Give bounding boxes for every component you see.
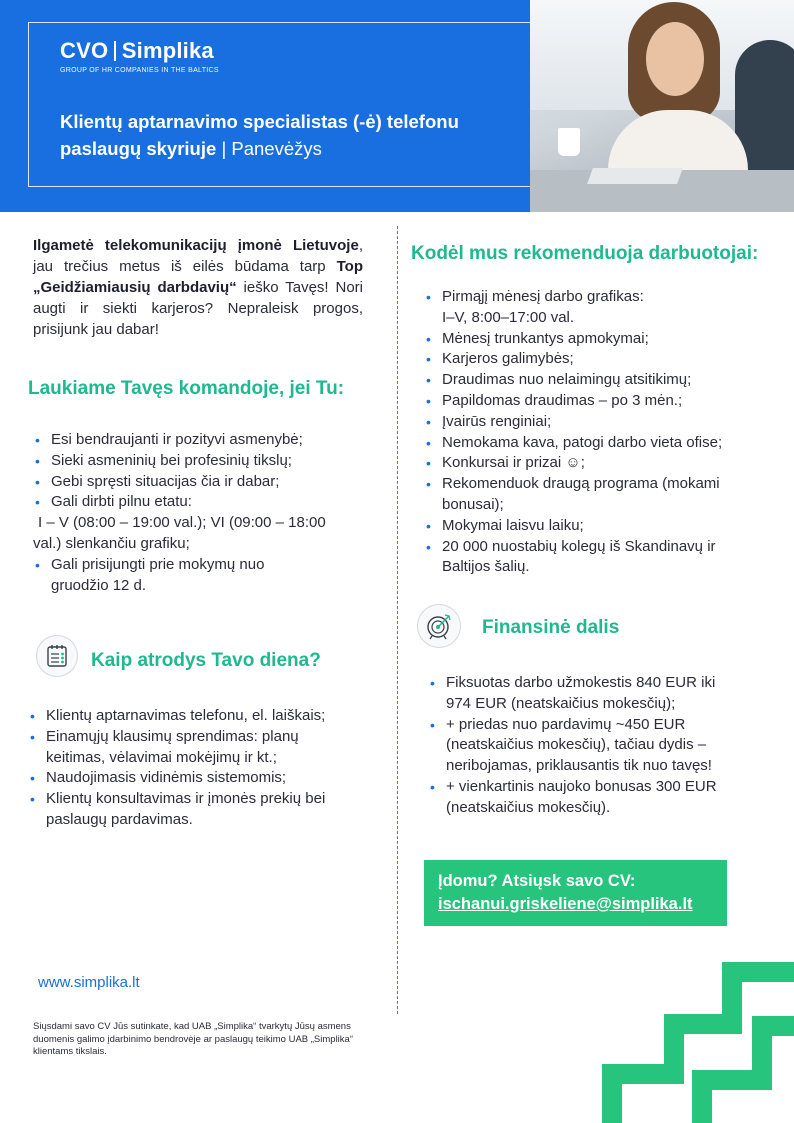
list-item: • Gebi spręsti situacijas čia ir dabar; [35,472,280,490]
apply-cta-box [424,860,727,926]
logo-tagline: GROUP OF HR COMPANIES IN THE BALTICS [60,67,219,74]
logo-separator [114,41,116,61]
list-item: • Nemokama kava, patogi darbo vieta ofise; [426,433,723,451]
benefits-list [424,287,784,578]
list-item: • Įvairūs renginiai; [426,412,552,430]
list-item: • Gali prisijungti prie mokymų nuo gruodžio 12 d. [35,555,265,594]
intro-bold-company: Ilgametė telekomunikacijų įmonė Lietuvoje [33,237,359,254]
intro-paragraph [33,235,363,340]
list-item: • Pirmąjį mėnesį darbo grafikas: I–V, 8:00–17:00 val. [426,288,644,326]
target-icon [417,604,461,648]
list-item: • Mokymai laisvu laiku; [426,516,584,534]
list-item: • Sieki asmeninių bei profesinių tikslų; [35,451,292,469]
intro-bold-top: Top „Geidžiamiausių darbdavių“ [33,258,363,296]
job-title-line2: paslaugų skyriuje [60,138,217,159]
list-item: • Fiksuotas darbo užmokestis 840 EUR iki 974 EUR (neatskaičius mokesčių); [430,674,716,712]
day-heading: Kaip atrodys Tavo diena? [91,650,321,671]
finance-list [428,673,788,819]
list-item: • Konkursai ir prizai ☺; [426,454,585,472]
header-photo [530,0,794,212]
list-item: • 20 000 nuostabių kolegų iš Skandinavų ir Baltijos šalių. [426,537,716,576]
list-item: • Gali dirbti pilnu etatu: [35,493,192,511]
schedule-line: I – V (08:00 – 19:00 val.); VI (09:00 – 18:00 [38,514,326,532]
intro-text2: ieško Tavęs! Nori augti ir siekti karjeros? Nepraleisk progos, prisijunk jau dabar! [33,279,363,338]
list-item: • Mėnesį trunkantys apmokymai; [426,329,649,347]
list-item: • Klientų aptarnavimas telefonu, el. laiškais; [30,707,326,724]
job-title [60,108,520,162]
requirements-heading: Laukiame Tavęs komandoje, jei Tu: [28,378,345,399]
finance-heading: Finansinė dalis [482,617,620,638]
list-item: • Rekomenduok draugą programa (mokami bonusai); [426,475,720,513]
list-item: • + vienkartinis naujoko bonusas 300 EUR (neatskaičius mokesčių). [430,777,717,816]
benefits-heading: Kodėl mus rekomenduoja darbuotojai: [411,243,759,264]
day-list [28,706,378,831]
list-item: • Klientų konsultavimas ir įmonės prekių bei paslaugų pardavimas. [30,790,326,828]
requirements-list [33,430,373,596]
job-title-line1: Klientų aptarnavimo specialistas (-ė) telefonu [60,111,459,132]
list-item: • Karjeros galimybės; [426,350,574,368]
job-location: Panevėžys [231,138,322,159]
list-item: • Einamųjų klausimų sprendimas: planų keitimas, vėlavimai mokėjimų ir kt.; [30,727,299,766]
stairs-decoration [592,962,794,1123]
checklist-icon [36,635,78,677]
website-link[interactable]: www.simplika.lt [38,974,140,991]
privacy-disclaimer: Siųsdami savo CV Jūs sutinkate, kad UAB „Simplika“ tvarkytų Jūsų asmens duomenis galimo įdarbinimo bendrovėje ar paslaugų teikimo UAB „Simplika“ klientams tikslais. [33,1021,353,1057]
intro-text1: , jau trečius metus iš eilės būdama tarp [33,237,363,275]
column-divider [397,226,398,1014]
list-item: • Esi bendraujanti ir pozityvi asmenybė; [35,431,303,448]
list-item: • + priedas nuo pardavimų ~450 EUR (neatskaičius mokesčių), tačiau dydis – neribojamas, priklausantis tik nuo tavęs! [430,715,712,775]
company-logo [60,38,219,74]
job-title-separator: | [221,138,227,159]
schedule-line: val.) slenkančiu grafiku; [33,534,190,552]
list-item: • Papildomas draudimas – po 3 mėn.; [426,391,683,409]
list-item: • Draudimas nuo nelaimingų atsitikimų; [426,371,692,389]
logo-simplika: Simplika [121,38,214,63]
logo-cvo: CVO [60,38,109,63]
list-item: • Naudojimasis vidinėmis sistemomis; [30,769,287,787]
cta-text: Įdomu? Atsiųsk savo CV: [438,872,636,890]
apply-email-link[interactable]: ischanui.griskeliene@simplika.lt [438,895,693,913]
